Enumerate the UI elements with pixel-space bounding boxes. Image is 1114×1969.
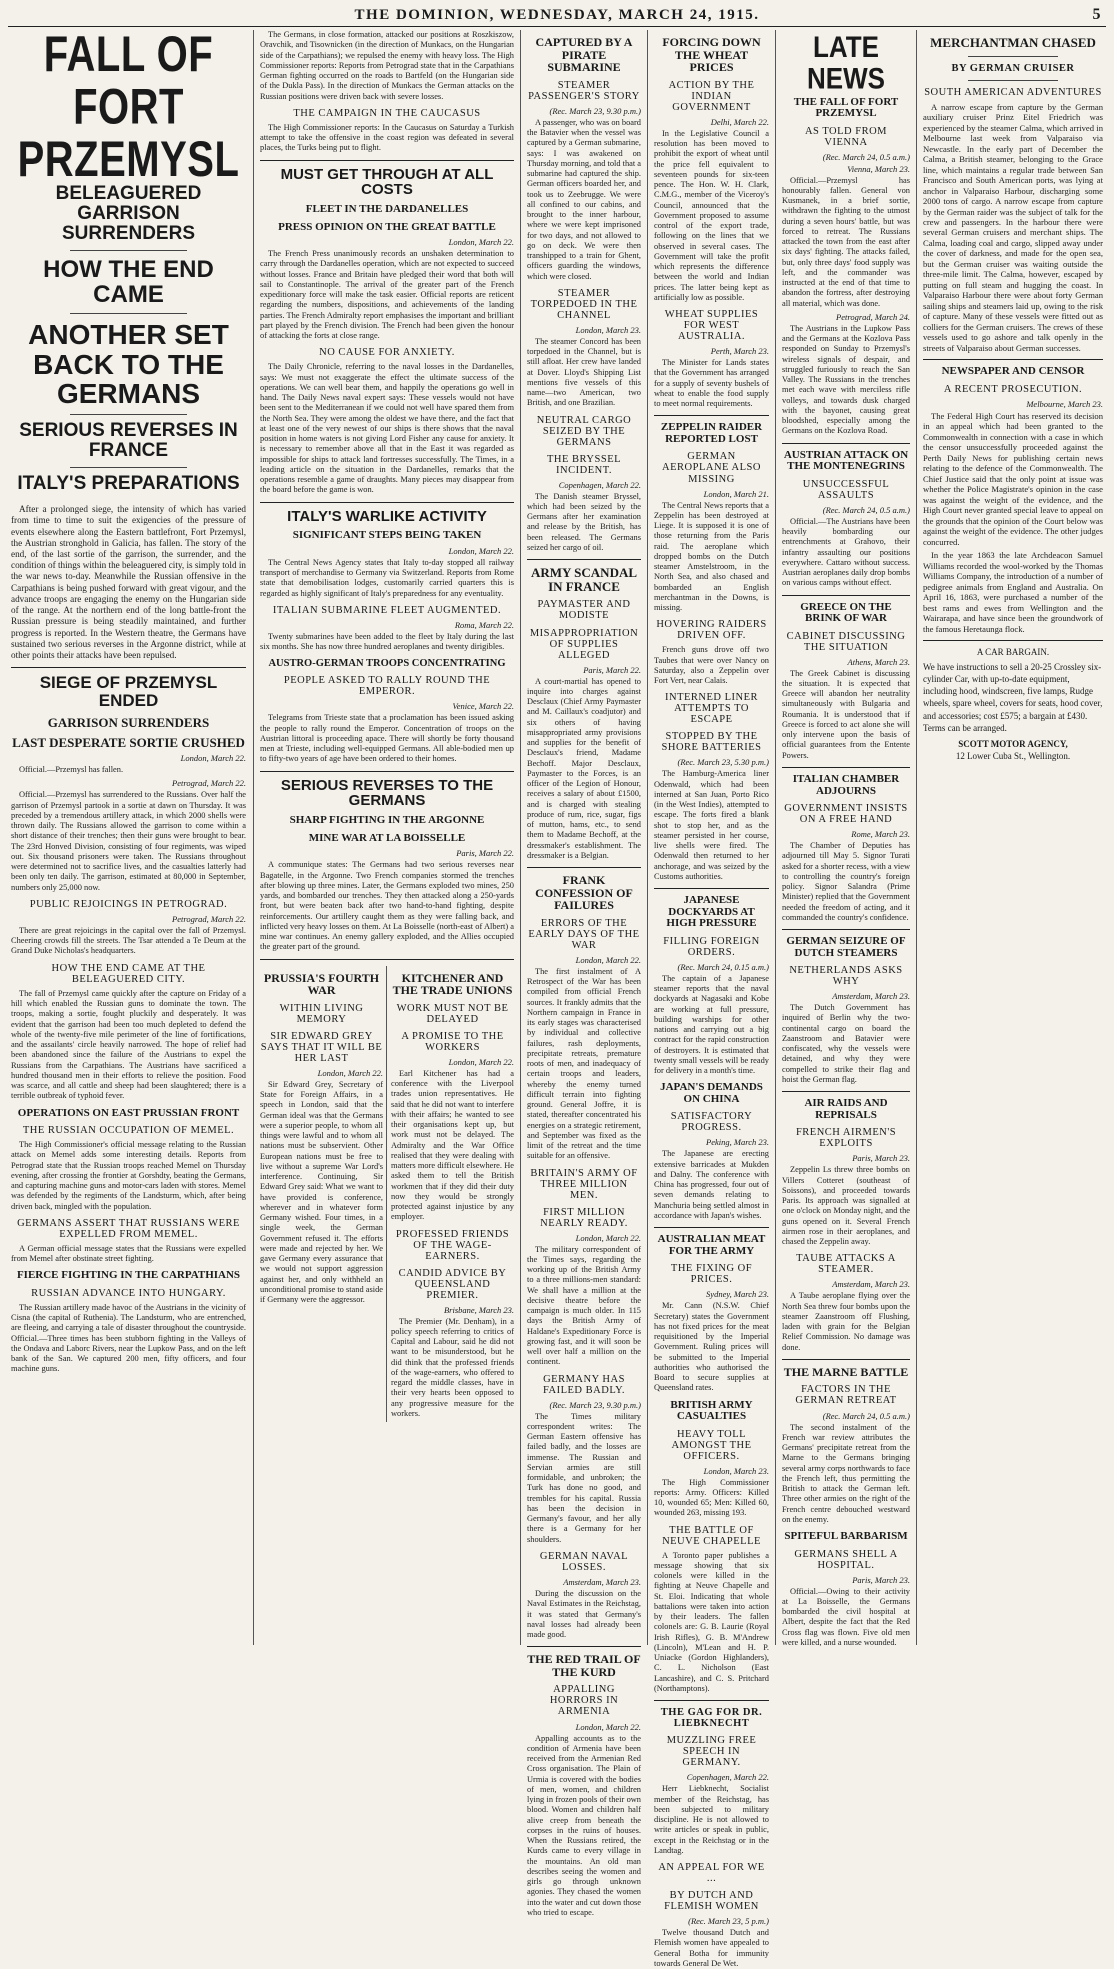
subhead-submarine-fleet: ITALIAN SUBMARINE FLEET AUGMENTED. xyxy=(272,604,502,616)
dateline: (Rec. March 23, 5 p.m.) xyxy=(688,1916,769,1927)
subhead-french-airmen: FRENCH AIRMEN'S EXPLOITS xyxy=(795,1127,897,1150)
article-text: The steamer Concord has been torpedoed in the Channel, but is still afloat. Her crew have landed at Dover. Lloyd's Shipping List mentions five vessels of this name—two American, two British, and one Brazilian. xyxy=(527,336,641,408)
subhead-expelled: GERMANS ASSERT THAT RUSSIANS WERE EXPELLED FROM MEMEL. xyxy=(17,1217,240,1240)
two-column-block xyxy=(260,966,514,1423)
subhead-fleet: FLEET IN THE DARDANELLES xyxy=(305,203,469,216)
dateline: London, March 23. xyxy=(703,1465,769,1476)
article-text: The High Commissioner's official message relating to the Russian attack on Memel adds some interesting details. Reports from Petrograd state that the Russian troops reached Memel on Thursday evening, after crossing the frontier at Gorshdty, beating the Germans, and capturing machine guns and motor-cars laden with stores. Memel was defended by the regiments of the Landsturm, which, after being driven back, mingled with the population. xyxy=(11,1140,246,1211)
divider xyxy=(260,502,514,503)
subhead-last-sortie: LAST DESPERATE SORTIE CRUSHED xyxy=(12,734,245,750)
dateline: London, March 23. xyxy=(575,324,641,335)
dateline: (Rec. March 24, 0.5 a.m.) xyxy=(822,1410,910,1421)
dateline: London, March 22. xyxy=(180,753,246,764)
headline-japanese-dockyards: JAPANESE DOCKYARDS AT HIGH PRESSURE xyxy=(666,894,757,930)
dateline: (Rec. March 24, 0.15 a.m.) xyxy=(677,961,769,972)
subhead-work-not-delayed: WORK MUST NOT BE DELAYED xyxy=(396,1002,509,1025)
article-text: Telegrams from Trieste state that a proclamation has been issued asking the people to rally round the Emperor. Concentration of troops on the Austrian littoral is proceeding apace. There will shortly be forty thousand men at Trieste, including well-equipped Germans. All able-bodied men up to fifty-two years of age have been ordered to their homes. xyxy=(260,713,514,764)
headline-air-raids: AIR RAIDS AND REPRISALS xyxy=(804,1097,888,1121)
subhead-south-american: SOUTH AMERICAN ADVENTURES xyxy=(924,86,1102,98)
subhead-misappropriation: MISAPPROPRIATION OF SUPPLIES ALLEGED xyxy=(529,627,639,661)
article-text: Twenty submarines have been added to the fleet by Italy during the last six months. She has now three hundred aeroplanes and twenty dirigibles. xyxy=(260,631,514,652)
article-text: The first instalment of A Retrospect of the War has been compiled from official French sources. It frankly admits that the Northern campaign in France in its early stages was characterised by individual and collective failures, rash deployments, precipitate retreats, premature roots of men, and inadequacy of certain troops and leaders, whereby the enemy turned difficult terrain into fighting ground. General Joffre, it is stated, thereafter concentrated his energies on a strategic retirement, and September was fixed as the limit of the retreat and the time suitable for an offensive. xyxy=(527,966,641,1161)
headline-marne-battle: THE MARNE BATTLE xyxy=(783,1364,909,1379)
article-text: Official.—The Austrians have been heavily bombarding our entrenchments at Grahovo, their infantry assaulting our positions everywhere. Cattaro without success. Austrian aeroplanes daily drop bombs on various camps without effect. xyxy=(782,516,910,588)
divider xyxy=(70,467,188,468)
subhead-memel: THE RUSSIAN OCCUPATION OF MEMEL. xyxy=(22,1125,235,1137)
subhead-shore-batteries: STOPPED BY THE SHORE BATTERIES xyxy=(661,731,762,754)
article-text: Official.—Przemysl has fallen. xyxy=(19,765,124,775)
subhead-dutch-women: BY DUTCH AND FLEMISH WOMEN xyxy=(664,1890,759,1913)
subhead-german-cruiser: BY GERMAN CRUISER xyxy=(951,62,1075,74)
dateline: Amsterdam, March 23. xyxy=(563,1577,641,1588)
subhead-la-boisselle: MINE WAR AT LA BOISSELLE xyxy=(308,831,466,844)
divider xyxy=(968,56,1058,57)
divider xyxy=(654,415,769,416)
subhead-neuve-chapelle: THE BATTLE OF NEUVE CHAPELLE xyxy=(662,1524,761,1547)
article-text: The Russian artillery made havoc of the Austrians in the vicinity of Cisna (the capital of Ruthenia). The Landsturm, who are entrenched, are fleeing, and carrying a tale of disaster throughout the countryside. Official.—Three times has been stubborn fighting in the Valleys of the Ondava and Laborc Rivers, near the Lupkow Pass, and on the left bank of the San. We captured 200 men, fifty officers, and four machine guns. xyxy=(11,1302,246,1374)
headline-reverses-france: SERIOUS REVERSES IN FRANCE xyxy=(19,420,238,462)
dateline: Amsterdam, March 23. xyxy=(832,1279,910,1290)
headline-italy-preparations: ITALY'S PREPARATIONS xyxy=(17,473,240,495)
article-text: A Toronto paper publishes a message showing that six colonels were killed in the fighting at Neuve Chapelle and St. Eloi. Indicating that whole battalions were taken into action by their leaders. The fallen colonels are: G. B. Laurie (Royal Irish Rifles), G. B. M'Andrew (Lincoln), M'Lean and H. P. Uniacke (Gordon Highlanders), C. L. Nicholson (East Lancashire), and C. S. Pritchard (Northamptons). xyxy=(654,1550,769,1693)
article-text: The Germans, in close formation, attacked our positions at Roszkiszow, Oravchik, and Tisownicken (in the direction of Munkacs, on the Hungarian side of the Carpathians); we repulsed the enemy with heavy loss. The High Commissioner reports: Reports from Petrograd state that in the Carpathians German fighting occurred on the roads to Bartfeld (on the Hungarian side of the Dukla Pass). In the direction of Munkacs the German attacks on the Russian positions were driven back with severe losses. xyxy=(260,30,514,101)
subhead-professed-friends: PROFESSED FRIENDS OF THE WAGE-EARNERS. xyxy=(395,1228,510,1262)
article-text: A German official message states that the Russians were expelled from Memel after obstinate street fighting. xyxy=(11,1243,246,1264)
subhead-prosecution: A RECENT PROSECUTION. xyxy=(943,383,1083,395)
article-text: Zeppelin Ls threw three bombs on Villers Cotteret (southeast of Soissons), and proceeded towards Paris. Its approach was signalled at one o'clock on Monday night, and the guns opened on it. Several French airmen rose in their aeroplanes, and chased the Zeppelin away. xyxy=(782,1165,910,1247)
dateline: Sydney, March 23. xyxy=(706,1289,769,1300)
masthead xyxy=(8,4,1106,27)
headline-greece: GREECE ON THE BRINK OF WAR xyxy=(800,600,892,625)
article-text: The fall of Przemysl came quickly after the capture on Friday of a hill which enabled the Russian guns to dominate the town. The troops, making a sortie, fought pluckily and desperately. It was evident that the garrison had been too much depleted to defend the whole of the twenty-five mile perimeter of the line of fortifications, and the assailants' circle heavily narrowed. The hope of relief had been abandoned since the failure of the Austrians to expel the Russians from the Carpathians. The Austrians have sacrificed a hundred thousand men in their efforts to relieve the position. Food was scarce, and all cattle and sheep had been slaughtered; there is a terrible outbreak of typhoid fever. xyxy=(11,988,246,1101)
subhead-rally-emperor: PEOPLE ASKED TO RALLY ROUND THE EMPEROR. xyxy=(283,675,491,698)
subhead-argonne: SHARP FIGHTING IN THE ARGONNE xyxy=(289,814,485,827)
intro-text: After a prolonged siege, the intensity of which has varied from time to time to suit the exigencies of the pressure of events elsewhere along the Eastern battlefront, Fort Przemysl, the Austrian stronghold in Galicia, has fallen. The story of the end, of the last sortie of the garrison, the surrender, and the condition of things within the beleaguered city, is simply told in the war news to-day. Meanwhile the Russian offensive in the Carpathians is being pushed forward with great vigour, and the advance troops are engaging the enemy on the Hungarian side of the range. At the northern end of the long battle-front the Russian pressure is being steadily maintained, and further progress is reported. In the Western theatre, the Germans have sustained two serious reverses in the Argonne district, while at other points their attacks have been repulsed. xyxy=(11,504,246,661)
headline-montenegrins: AUSTRIAN ATTACK ON THE MONTENEGRINS xyxy=(783,448,909,473)
headline-how-end-came: HOW THE END CAME xyxy=(43,255,214,308)
headline-wheat-prices: FORCING DOWN THE WHEAT PRICES xyxy=(662,35,761,75)
subhead-hungary: RUSSIAN ADVANCE INTO HUNGARY. xyxy=(31,1287,226,1299)
headline-pirate-submarine: CAPTURED BY A PIRATE SUBMARINE xyxy=(535,35,633,75)
column-rule xyxy=(775,30,776,1645)
dateline: Vienna, March 23. xyxy=(847,163,910,174)
headline-japan-china: JAPAN'S DEMANDS ON CHINA xyxy=(660,1081,763,1105)
dateline: Copenhagen, March 22. xyxy=(558,479,641,490)
headline-serious-reverses: SERIOUS REVERSES TO THE GERMANS xyxy=(280,776,494,810)
headline-italy-activity: ITALY'S WARLIKE ACTIVITY xyxy=(287,507,487,525)
article-text: The Minister for Lands states that the Government has arranged for a supply of seventy bushels of wheat to enable the food supply to meet normal requirements. xyxy=(654,358,769,409)
divider xyxy=(260,160,514,161)
article-text: A narrow escape from capture by the German auxiliary cruiser Prinz Eitel Friedrich was experienced by the steamer Calma, which arrived in Melbourne last week from Valparaiso via Newcastle. In the early part of December the Calma, a British steamer, belonging to the Grace line, which maintains a regular trade between San Francisco and South American ports, was lying at anchor in Valparaiso Harbour, discharging some 2000 tons of cargo. A narrow escape from capture by the German raider was the subject of talk for the crew and passengers. In the harbour there were several German cruisers and merchant ships. The Calma, loading coal and cargo, slipped away under the cover of darkness, and made for the open sea, but the German cruiser was waiting outside the three-mile limit. The Calma, however, escaped by putting on full steam and hugging the coast. In Valparaiso Harbour there were about forty German sailing ships and steamers laid up, owing to the risk of capture. Many of these vessels were fitted out as colliers for the German cruisers. The crews of these vessels used to go ashore and talk openly in the streets of Valparaiso about German successes. xyxy=(923,101,1103,353)
divider xyxy=(968,80,1058,81)
subhead-muzzling: MUZZLING FREE SPEECH IN GERMANY. xyxy=(666,1735,757,1769)
dateline: Athens, March 23. xyxy=(847,656,910,667)
article-text: The Dutch Government has inquired of Berlin why the two-continental cargo on board the Zaanstroom and Batavier were confiscated, why the vessels were detained, and why they were compelled to strike their flag and hoist the German flag. xyxy=(782,1003,910,1084)
divider xyxy=(654,1700,769,1701)
dateline: Amsterdam, March 23. xyxy=(832,991,910,1002)
headline-appeal: AN APPEAL FOR WE ... xyxy=(658,1862,765,1885)
article-text: The French Press unanimously records an unshaken determination to carry through the Dardanelles operation, which are not expected to succeed without losses. France and Britain have pledged their word that both will sail to Constantinople. The arrival of the greater part of the French expeditionary force will make the task easier. Official reports are reticent regarding the numbers, dispositions, and achievements of the landing parties. The French Admiralty report emphasises the important and brilliant part played by the French division. The French had been given the honour of attacking the forts at close range. xyxy=(260,249,514,341)
column-2 xyxy=(255,30,519,1645)
article-text: Twelve thousand Dutch and Flemish women have appealed to General Botha for immunity towards General De Wet. xyxy=(654,1928,769,1968)
headline-newspaper-censor: NEWSPAPER AND CENSOR xyxy=(941,365,1085,378)
article-text: The Danish steamer Bryssel, which had been seized by the Germans after her examination and release by the British, has been released. The Germans seized her cargo of oil. xyxy=(527,491,641,552)
subhead-cabinet: CABINET DISCUSSING THE SITUATION xyxy=(786,630,906,653)
article-text: The captain of a Japanese steamer reports that the naval dockyards at Nagasaki and Kobe are working at full pressure, building warships for other nations and carrying out a big contract for the rapid construction of destroyers. It is estimated that twenty small vessels will be ready for delivery in a month's time. xyxy=(654,973,769,1076)
article-text: The Austrians in the Lupkow Pass and the Germans at the Kozlova Pass responded on Sunday to Przemysl's wireless signals of despair, and struggled furiously to reach the San Valley. The Russians in the trenches met each wave with merciless rifle volleys, and towards dusk charged with the bayonet, causing great bloodshed, especially among the Germans on the Kozlova Road. xyxy=(782,323,910,436)
dateline: London, March 22. xyxy=(575,954,641,965)
article-text: A communique states: The Germans had two serious reverses near Bagatelle, in the Argonne. Two French companies stormed the trenches after blowing up three mines. Later, the Germans exploded two mines, 250 yards, and bombarded our trenches. They then attacked along a 250-yards front, but were beaten back after two hand-to-hand fighting, despite reinforcements. Our artillery caught them as they were falling back, and inflicted very heavy losses on them. At La Boisselle (north-east of Albert) a mine war continues. An enemy gallery exploded, and the Allies occupied the greater part of the ground. xyxy=(260,860,514,952)
article-text: The High Commissioner reports: Army. Officers: Killed 10, wounded 65; Men: Killed 60, wounded 263, missing 193. xyxy=(654,1477,769,1518)
divider xyxy=(70,250,188,251)
subhead-austro-german: AUSTRO-GERMAN TROOPS CONCENTRATING xyxy=(268,658,506,670)
dateline: (Rec. March 23, 5.30 p.m.) xyxy=(677,757,769,768)
dateline: Delhi, March 22. xyxy=(710,116,769,127)
dateline: Petrograd, March 24. xyxy=(836,311,910,322)
divider xyxy=(260,771,514,772)
subhead-bryssel: THE BRYSSEL INCIDENT. xyxy=(546,453,622,476)
subhead-indian-government: ACTION BY THE INDIAN GOVERNMENT xyxy=(668,79,755,113)
divider xyxy=(923,359,1103,360)
subhead-fall-przemysl: THE FALL OF FORT PRZEMYSL xyxy=(793,95,899,120)
divider xyxy=(70,313,188,314)
ad-text: We have instructions to sell a 20-25 Crossley six-cylinder Car, with up-to-date equipment, including hood, windscreen, five lamps, Rudge wheels, spare wheel, covers for seats, hood cover, and accessories; cost £575; a bargain at £430. Terms can be arranged. xyxy=(923,662,1103,733)
subhead-neutral-cargo: NEUTRAL CARGO SEIZED BY THE GERMANS xyxy=(536,414,632,448)
divider xyxy=(782,595,910,596)
divider xyxy=(782,443,910,444)
car-advertisement xyxy=(923,661,1103,762)
article-text: The Daily Chronicle, referring to the naval losses in the Dardanelles, says: We must not exaggerate the effect the ultimate success of the operations. We can well bear them, and happily the operations go well in hand. The Daily News naval expert says: These vessels would not have been sent to the Mediterranean if we could not well have spared them from the North Sea. They were among the oldest we have there, and the fact that at least one of the very newest of our ships is there shows that the naval position in home waters is not giving Lord Fisher any cause for anxiety. It is necessary to remember above all that in the East it was regarded as impossible for ships to attack land fortresses successfully. The Times, in a leading article on the situation in the Dardanelles, remarks that the operations resemble a game of draughts. Many pieces may disappear from the board before the game is won. xyxy=(260,362,514,495)
article-text: The military correspondent of the Times says, regarding the working up of the British Army to a three millions-men standard: We shall have a million at the decisive theatre before the campaign is much older. In 115 days the British Army of Haldane's Expeditionary Force is growing fast, and it will soon be well over half a million on the continent. xyxy=(527,1244,641,1367)
subhead-heavy-toll: HEAVY TOLL AMONGST THE OFFICERS. xyxy=(671,1428,752,1462)
ad-title: A CAR BARGAIN. xyxy=(976,647,1050,658)
subhead-west-australia: WHEAT SUPPLIES FOR WEST AUSTRALIA. xyxy=(664,309,759,343)
subhead-torpedoed: STEAMER TORPEDOED IN THE CHANNEL xyxy=(530,287,638,321)
column-5 xyxy=(777,30,915,1645)
article-text: In the year 1863 the late Archdeacon Samuel Williams recorded the wool-worked by the Thomas Williams Company, the introduction of a number of pedigree animals from England and Australia. On April 16, 1863, were purchased a number of the best rams and ewes from Wellington and the Wairarapa, and have since been the groundwork of the famous Heretaunga flock. xyxy=(923,550,1103,634)
dateline: London, March 22. xyxy=(317,1067,383,1078)
divider xyxy=(782,1091,910,1092)
divider xyxy=(527,1646,641,1647)
dateline: Peking, March 23. xyxy=(706,1137,769,1148)
dateline: Copenhagen, March 22. xyxy=(686,1772,769,1783)
headline-siege-ended: SIEGE OF PRZEMYSL ENDED xyxy=(39,673,218,711)
headline-must-get-through: MUST GET THROUGH AT ALL COSTS xyxy=(280,165,494,199)
article-text: The Chamber of Deputies has adjourned till May 5. Signor Turati asked for a shorter recess, with a view to controlling the country's foreign policy. Signor Salandra (Prime Minister) replied that the Government needed the freedom of acting, and it commanded the country's confidence. xyxy=(782,841,910,922)
headline-merchantman: MERCHANTMAN CHASED xyxy=(930,35,1096,50)
headline-kitchener: KITCHENER AND THE TRADE UNIONS xyxy=(392,970,513,998)
subhead-first-million: FIRST MILLION NEARLY READY. xyxy=(540,1206,628,1229)
subhead-living-memory: WITHIN LIVING MEMORY xyxy=(279,1002,364,1025)
divider xyxy=(782,767,910,768)
article-text: The High Commissioner reports: In the Caucasus on Saturday a Turkish attempt to take the offensive in the coast region was defeated in several places, the Turks being put to flight. xyxy=(260,122,514,153)
dateline: Roma, March 22. xyxy=(454,619,514,630)
dateline: London, March 22. xyxy=(448,237,514,248)
headline-army-scandal: ARMY SCANDAL IN FRANCE xyxy=(530,565,638,594)
prussia-article xyxy=(260,966,387,1423)
headline-italian-chamber: ITALIAN CHAMBER ADJOURNS xyxy=(792,772,900,797)
subhead-factors: FACTORS IN THE GERMAN RETREAT xyxy=(795,1384,897,1407)
headline-fall-of-przemysl: FALL OF FORT PRZEMYSL xyxy=(17,27,240,187)
dateline: Rome, March 23. xyxy=(851,829,910,840)
subhead-candid-advice: CANDID ADVICE BY QUEENSLAND PREMIER. xyxy=(398,1267,507,1301)
headline-garrison: BELEAGUERED GARRISON SURRENDERS xyxy=(55,183,202,244)
dateline: (Rec. March 23, 9.30 p.m.) xyxy=(549,105,641,116)
dateline: London, March 22. xyxy=(448,1056,514,1067)
article-text: French guns drove off two Taubes that were over Nancy on Saturday, also a Zeppelin over Fort Vert, near Calais. xyxy=(654,645,769,686)
headline-gag-liebknecht: THE GAG FOR DR. LIEBKNECHT xyxy=(660,1707,763,1730)
dateline: (Rec. March 24, 0.5 a.m.) xyxy=(822,504,910,515)
dateline: (Rec. March 23, 9.30 p.m.) xyxy=(549,1399,641,1410)
article-text: A court-martial has opened to inquire into charges against Desclaux (Chief Army Paymaster and M. Caillaux's coadjutor) and six others of having misappropriated army provisions and supplies for the benefit of Desclaux's friend, Madame Bechoff. Major Desclaux, Paymaster to the Forces, is an officer of the Legion of Honour, receives a salary of about £1500, and is charged with stealing produce of rum, rice, sugar, figs of mutton, hams, etc., to send them to Madame Bechoff, at the dressmaker's establishment. The dressmaker is a Belgian. xyxy=(527,676,641,860)
subhead-promise-workers: A PROMISE TO THE WORKERS xyxy=(401,1030,504,1053)
headline-army-casualties: BRITISH ARMY CASUALTIES xyxy=(670,1398,753,1423)
column-rule xyxy=(647,30,648,1645)
subhead-carpathians: FIERCE FIGHTING IN THE CARPATHIANS xyxy=(16,1269,241,1282)
article-text: Earl Kitchener has had a conference with the Liverpool trades union representatives. He said that he did not want to interfere with their affairs; he wanted to see their organisations kept up, but work must not be delayed. The Admiralty and the War Office realised that they were dealing with matters more difficult elsewhere. He asked them to tell the British workmen that if they did their duty now they would be strongly protected against injustice by any employer. xyxy=(391,1068,514,1222)
ad-address: 12 Lower Cuba St., Wellington. xyxy=(955,751,1071,762)
headline-dutch-steamers: GERMAN SEIZURE OF DUTCH STEAMERS xyxy=(786,935,906,959)
column-3 xyxy=(522,30,646,1917)
subhead-caucasus: THE CAMPAIGN IN THE CAUCASUS xyxy=(293,107,481,119)
dateline: London, March 22. xyxy=(448,545,514,556)
page-number: 5 xyxy=(1092,6,1102,23)
subhead-taube: TAUBE ATTACKS A STEAMER. xyxy=(796,1253,896,1276)
article-text: A passenger, who was on board the Batavier when the vessel was captured by a German submarine, says: I was awakened on Thursday morning, and told that a submarine had captured the ship. German officers boarded her, and took us to Zeebrugge. We were all confined to our cabins, and brought to the inner harbour, where we were kept imprisoned for two days, and not allowed to go on deck. We were then transhipped to a train for Ghent, officers guarding the windows, which were closed. xyxy=(527,117,641,281)
dateline: Paris, March 23. xyxy=(852,1153,910,1164)
divider xyxy=(260,959,514,960)
dateline: Paris, March 23. xyxy=(852,1574,910,1585)
article-text: Official.—Przemysl has honourably fallen. General von Kusmanek, in a brief sortie, withdrawn the fighting to the utmost during a seven hours' battle, but was forced to retreat. The Russians attacked the town from the east after six days' fighting. The attacks failed, but, only three days' food supply was left, and the commander was instructed at the end of that time to abandon the fortress, after destroying all material, which was done. xyxy=(782,175,910,308)
masthead-title: THE DOMINION, WEDNESDAY, MARCH 24, 1915. xyxy=(354,6,760,23)
article-text: The Japanese are erecting extensive barricades at Mukden and Dalny. The conference with China has progressed, four out of seven demands relating to Manchuria being settled almost in accordance with Japan's wishes. xyxy=(654,1149,769,1220)
headline-spiteful-barbarism: SPITEFUL BARBARISM xyxy=(784,1530,908,1542)
article-text: A Taube aeroplane flying over the North Sea threw four bombs upon the steamer Zaanstroom off Flushing, laden with grain for the Belgian Relief Commission. No damage was done. xyxy=(782,1291,910,1352)
column-6 xyxy=(918,30,1108,1645)
article-text: The Premier (Mr. Denham), in a policy speech referring to critics of Capital and Labour, said he did not want to be misunderstood, but he did think that the professed friends of the wage-earners, who offered to regard the middle classes, have in their very hearts been opposed to any progressive measure for the workers. xyxy=(391,1316,514,1418)
divider xyxy=(782,929,910,930)
column-rule xyxy=(916,30,917,1645)
subhead-paymaster: PAYMASTER AND MODISTE xyxy=(537,599,631,622)
headline-australian-meat: AUSTRALIAN MEAT FOR THE ARMY xyxy=(657,1233,766,1257)
divider xyxy=(654,1227,769,1228)
article-text: Herr Liebknecht, Socialist member of the Reichstag, has been subjected to military discipline. He is not allowed to write articles or speak in public, except in the Reichstag or in the Landtag. xyxy=(654,1784,769,1855)
column-rule xyxy=(253,30,254,1645)
article-text: Sir Edward Grey, Secretary of State for Foreign Affairs, in a speech in London, said that the German ideal was that the Germans were a superior people, to whom all things were lawful and to whom all nations must be subservient. Other European nations must be free to live without a supreme War Lord's interference. Continuing, Sir Edward Grey said: What we want to have provided is conference, wherever and in whatever form Germany wished. Four times, in a single week, the German Government refused it. The efforts were made and rejected by her. We gave Germany every assurance that we would not support aggression against her, and only withheld an unconditional promise to stand aside if Germany were the aggressor. xyxy=(260,1079,383,1305)
article-text: Official.—Owing to their activity at La Boisselle, the Germans bombarded the civil hospital at Albert, despite the fact that the Red Cross flag was flown. Five old men were killed, and a nurse wounded. xyxy=(782,1586,910,1647)
dateline: Melbourne, March 23. xyxy=(1026,398,1103,409)
subhead-rejoicings: PUBLIC REJOICINGS IN PETROGRAD. xyxy=(29,898,228,910)
dateline: (Rec. March 24, 0.5 a.m.) xyxy=(822,151,910,162)
ad-agency: SCOTT MOTOR AGENCY, xyxy=(958,738,1068,749)
subhead-how-end-came: HOW THE END CAME AT THE BELEAGUERED CITY. xyxy=(51,962,206,985)
subhead-interned-liner: INTERNED LINER ATTEMPTS TO ESCAPE xyxy=(664,692,759,726)
dateline: Brisbane, March 23. xyxy=(443,1304,514,1315)
subhead-garrison-surrenders: GARRISON SURRENDERS xyxy=(47,714,210,730)
subhead-significant-steps: SIGNIFICANT STEPS BEING TAKEN xyxy=(292,529,482,542)
article-text: The Central News reports that a Zeppelin has been destroyed at Liege. It is supposed it is one of those returning from the Paris raid. The aeroplane which dropped bombs on the Dutch steamer Amstelstroom, in the North Sea, and also chased and bombarded an English merchantman in the Downs, is missing. xyxy=(654,500,769,613)
article-text: Official.—Przemysl has surrendered to the Russians. Over half the garrison of Przemysl partook in a sortie at dawn on Thursday. It was preceded by a tremendous artillery attack, in which 2000 shells were thrown daily. The Russians allowed the garrison to come within a short distance of their trenches; then their guns were brought to bear. The 23rd Honved Division, consisting of four regiments, was wiped out. Six thousand prisoners were taken. The Russians throughout were determined not to sacrifice lives, and the casualties latterly had been only ten daily. The garrison, estimated at 80,000 in September, numbers only 25,000 now. xyxy=(11,790,246,892)
divider xyxy=(923,640,1103,641)
article-text: The Federal High Court has reserved its decision in an appeal which had been granted to the Commonwealth in connection with a case in which the censor unsuccessfully proceeded against the Perth Daily News for publishing certain news relating to the defence of the Commonwealth. The Chief Justice said that the only point at issue was whether the Police Magistrate's opinion in the case was against the weight of the evidence, and the High Court never granted special leave to appeal on the grounds that the opinion of the Court below was against the weight of the evidence. The other judges concurred. xyxy=(923,410,1103,547)
headline-prussia-fourth-war: PRUSSIA'S FOURTH WAR xyxy=(263,970,380,998)
divider xyxy=(527,559,641,560)
dateline: Paris, March 22. xyxy=(583,664,641,675)
column-1 xyxy=(6,27,251,1645)
article-text: The second instalment of the French war review attributes the Germans' precipitate retreat from the Marne to the Germans bringing several army corps northwards to face the French left, thus permitting the British to attack the German left. Three other armies on the right of the French centre debouched westward on the enemy. xyxy=(782,1422,910,1524)
divider xyxy=(70,414,188,415)
divider xyxy=(527,867,641,868)
article-text: In the Legislative Council a resolution has been moved to prohibit the export of wheat until the price fell equivalent to seventeen pounds for six-teen pence. The Hon. W. H. Clark, C.M.G., member of the Viceroy's Council, announced that the Government proposed to assume control of the export trade, following on the lines that we observed in several cases. The Government will take the profit which represents the difference between the world and Indian prices. The latter being kept as artificially low as possible. xyxy=(654,128,769,302)
headline-zeppelin-lost: ZEPPELIN RAIDER REPORTED LOST xyxy=(660,421,763,445)
subhead-no-cause: NO CAUSE FOR ANXIETY. xyxy=(319,347,455,359)
subhead-east-prussian-front: OPERATIONS ON EAST PRUSSIAN FRONT xyxy=(17,1106,240,1119)
article-text: The Hamburg-America liner Odenwald, which had been interned at San Juan, Porto Rico (in the West Indies), attempted to escape. The forts fired a blank shot to stop her, and as the steamer persisted in her course, live shells were fired. The Odenwald then returned to her anchorage, and was seized by the Customs authorities. xyxy=(654,769,769,881)
headline-set-back: ANOTHER SET BACK TO THE GERMANS xyxy=(28,319,229,409)
subhead-press-opinion: PRESS OPINION ON THE GREAT BATTLE xyxy=(278,220,496,233)
subhead-foreign-orders: FILLING FOREIGN ORDERS. xyxy=(663,935,760,958)
article-text: The Greek Cabinet is discussing the situation. It is expected that Greece will abandon her neutrality simultaneously with Bulgaria and Roumania. It is understood that if Greece is forced to act alone she will only intervene upon the basis of official guarantees from the Entente Powers. xyxy=(782,668,910,760)
dateline: Perth, March 23. xyxy=(710,346,769,357)
article-text: There are great rejoicings in the capital over the fall of Przemysl. Cheering crowds fill the streets. The Tsar attended a Te Deum at the Grand Duke Nicholas's headquarters. xyxy=(11,925,246,956)
divider xyxy=(654,888,769,889)
dateline: Venice, March 22. xyxy=(452,701,514,712)
subhead-passenger-story: STEAMER PASSENGER'S STORY xyxy=(528,79,640,102)
subhead-unsuccessful: UNSUCCESSFUL ASSAULTS xyxy=(802,478,890,501)
subhead-aeroplane-missing: GERMAN AEROPLANE ALSO MISSING xyxy=(662,451,761,485)
subhead-errors: ERRORS OF THE EARLY DAYS OF THE WAR xyxy=(528,917,640,951)
subhead-grey: SIR EDWARD GREY SAYS THAT IT WILL BE HER LAST xyxy=(260,1030,383,1064)
article-text: The Central News Agency states that Italy to-day stopped all railway transport of merchandise to Germany via Switzerland. Reports from Rome state that demobilisation lodges, customarily carried quarters this is regarded as highly significant of Italy's preparedness for any eventuality. xyxy=(260,557,514,598)
subhead-netherlands: NETHERLANDS ASKS WHY xyxy=(789,965,903,988)
dateline: London, March 21. xyxy=(703,488,769,499)
subhead-hovering-raiders: HOVERING RAIDERS DRIVEN OFF. xyxy=(656,619,767,642)
dateline: London, March 22. xyxy=(575,1232,641,1243)
article-text: During the discussion on the Naval Estimates in the Reichstag, it was stated that Germany's naval losses had already been made good. xyxy=(527,1589,641,1640)
kitchener-article xyxy=(391,966,514,1423)
headline-frank-confession: FRANK CONFESSION OF FAILURES xyxy=(535,873,633,913)
article-text: The Times military correspondent writes: The German Eastern offensive has failed badly, and the losses are immense. The Russian and Servian armies are still formidable, and unbroken; the Turk has done no good, and trembles for his capital. Russia has been the decision in Germany's favour, and her ally there is a Germany for her shoulders. xyxy=(527,1411,641,1544)
dateline: Petrograd, March 22. xyxy=(172,778,246,789)
subhead-satisfactory: SATISFACTORY PROGRESS. xyxy=(670,1111,753,1134)
column-4 xyxy=(649,30,774,1968)
article-text: Appalling accounts as to the condition of Armenia have been received from the Armenian Red Cross organisation. The Plain of Urmia is covered with the bodies of men, women, and children lying in frozen pools of their own blood. Women and children half alive creep from beneath the corpses in the ruins of houses. When the Russians retired, the Kurds came to every village in the mountains. An old man describes seeing the women and girls go through unknown agonies. They chased the women into the water and cut down those who tried to escape. xyxy=(527,1733,641,1917)
dateline: Petrograd, March 22. xyxy=(172,913,246,924)
subhead-vienna: AS TOLD FROM VIENNA xyxy=(804,125,888,148)
dateline: Paris, March 22. xyxy=(456,848,514,859)
headline-red-trail-kurd: THE RED TRAIL OF THE KURD xyxy=(527,1652,641,1679)
subhead-fixing-prices: THE FIXING OF PRICES. xyxy=(670,1263,753,1286)
subhead-failed-badly: GERMANY HAS FAILED BADLY. xyxy=(542,1373,626,1396)
headline-late-news: LATE NEWS xyxy=(807,29,885,96)
article-text: Mr. Cann (N.S.W. Chief Secretary) states the Government has not fixed prices for the meat requisitioned by the Imperial Government. Ruling prices will be submitted to the Imperial authorities who authorised the Board to secure supplies at Queensland rates. xyxy=(654,1301,769,1393)
divider xyxy=(782,1359,910,1360)
divider xyxy=(11,667,246,668)
subhead-britains-army: BRITAIN'S ARMY OF THREE MILLION MEN. xyxy=(530,1167,638,1201)
subhead-naval-losses: GERMAN NAVAL LOSSES. xyxy=(539,1550,629,1573)
subhead-free-hand: GOVERNMENT INSISTS ON A FREE HAND xyxy=(784,803,908,826)
subhead-armenia: APPALLING HORRORS IN ARMENIA xyxy=(549,1684,619,1718)
subhead-hospital: GERMANS SHELL A HOSPITAL. xyxy=(794,1548,898,1571)
dateline: London, March 22. xyxy=(575,1721,641,1732)
column-rule xyxy=(520,30,521,1645)
